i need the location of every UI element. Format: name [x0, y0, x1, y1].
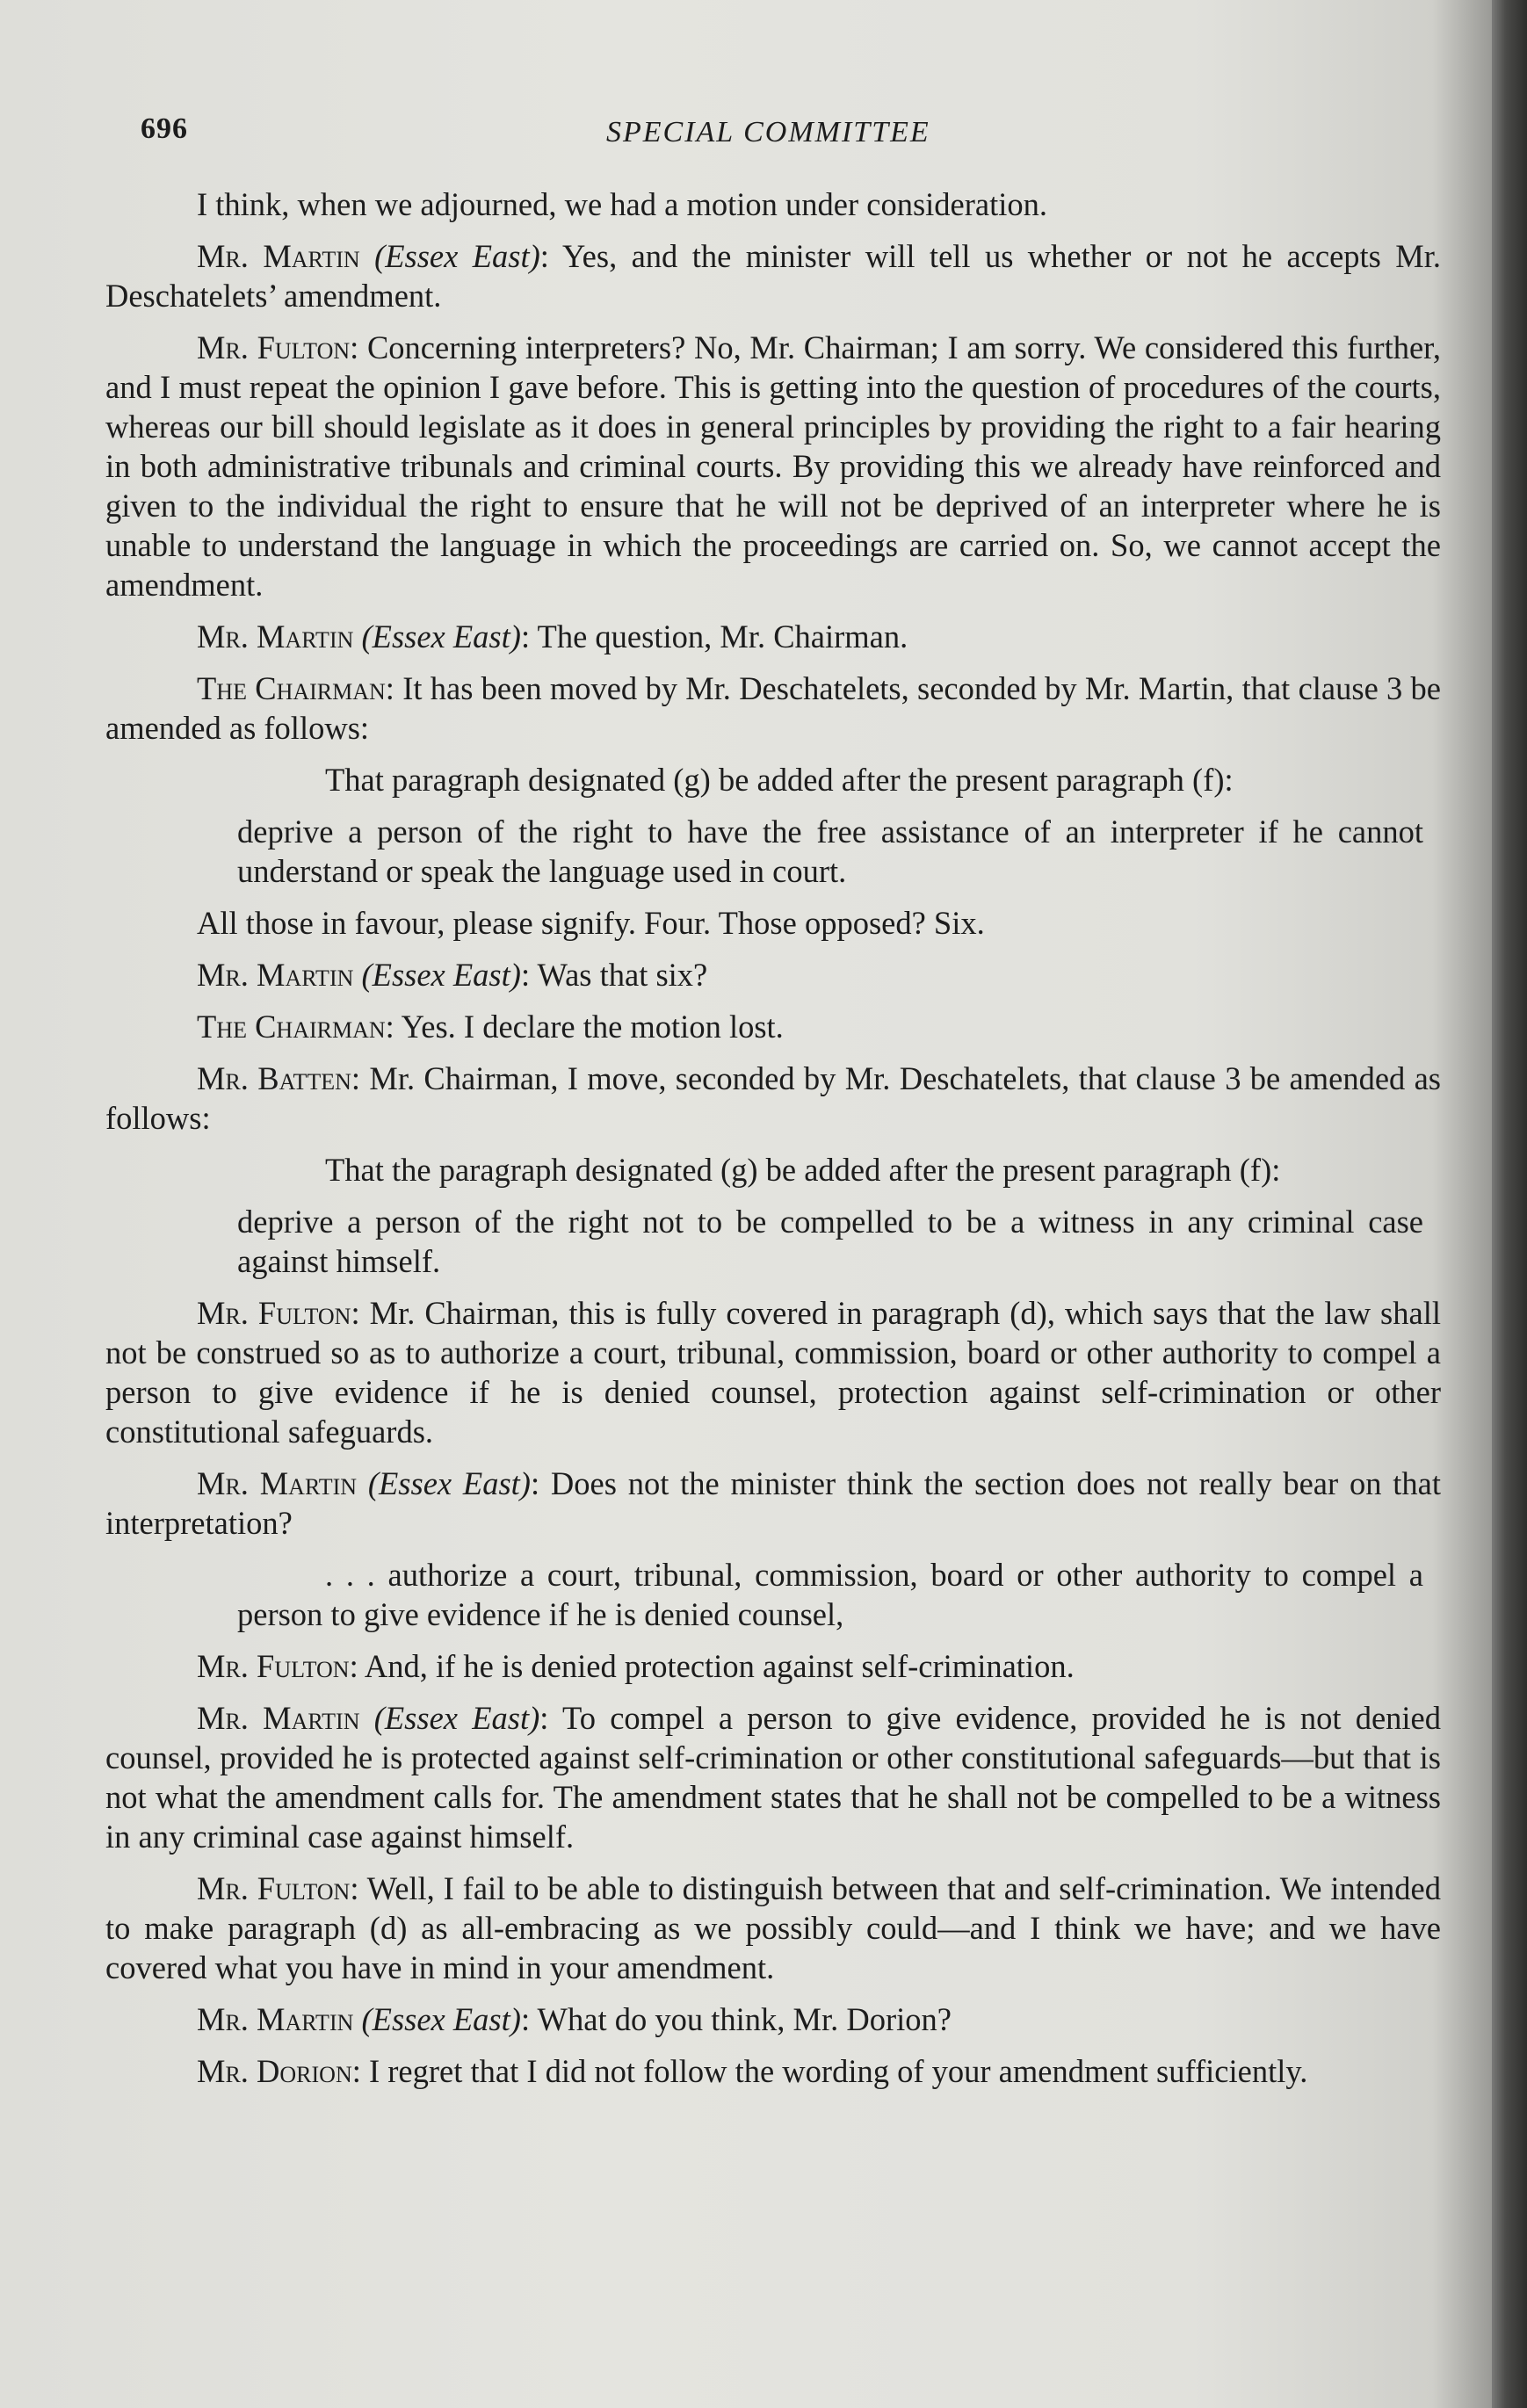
speaker-name: Mr. Martin: [197, 618, 354, 654]
speaker-paragraph: [105, 1869, 1441, 1987]
paragraph-text: : What do you think, Mr. Dorion?: [520, 2001, 952, 2037]
speaker-paragraph: [105, 1293, 1441, 1451]
speaker-riding: (Essex East): [361, 618, 521, 654]
speaker-paragraph: [105, 328, 1441, 604]
paragraph-text: : The question, Mr. Chairman.: [520, 618, 908, 654]
paragraph-text: : Does not the minister think the section does not really bear on that interpretation?: [105, 1465, 1441, 1541]
speaker-name: Mr. Dorion: [197, 2053, 352, 2089]
quoted-amendment-text: [237, 812, 1423, 891]
paragraph-text: : Mr. Chairman, this is fully covered in paragraph (d), which says that the law shall not be construed so as to authorize a court, tribunal, commission, board or other authority to compel a person to give evidence if he is denied counsel, protection against self-crimination or other constitutional safeguards.: [105, 1295, 1441, 1450]
speaker-paragraph: [105, 955, 1441, 994]
paragraph-text: : And, if he is denied protection against self-crimination.: [349, 1648, 1075, 1684]
speaker-name: Mr. Batten: [197, 1060, 351, 1096]
speaker-name: Mr. Martin: [197, 957, 354, 993]
speaker-paragraph: [105, 1999, 1441, 2039]
speaker-paragraph: [105, 1007, 1441, 1046]
speaker-name: Mr. Fulton: [197, 1295, 351, 1331]
speaker-name: Mr. Fulton: [197, 1648, 350, 1684]
quoted-amendment-text: [237, 1202, 1423, 1281]
running-head: SPECIAL COMMITTEE: [606, 116, 930, 148]
speaker-paragraph: [105, 1646, 1441, 1686]
quoted-motion-text: [237, 760, 1423, 799]
speaker-paragraph: [105, 1059, 1441, 1138]
speaker-name: Mr. Martin: [197, 1465, 358, 1501]
paragraph-text: deprive a person of the right to have the free assistance of an interpreter if he cannot understand or speak the language used in court.: [237, 814, 1423, 889]
transcript-body: [105, 184, 1441, 2103]
speaker-paragraph: [105, 669, 1441, 748]
speaker-riding: (Essex East): [367, 1465, 531, 1501]
paragraph-text: : Concerning interpreters? No, Mr. Chairman; I am sorry. We considered this further, and I must repeat the opinion I gave before. This is getting into the question of procedures of the courts, whereas our bill should legislate as it does in general principles by providing the right to a fair hearing in both administrative tribunals and criminal courts. By providing this we already have reinforced and given to the individual the right to ensure that he will not be deprived of an interpreter where he is unable to understand the language in which the proceedings are carried on. So, we cannot accept the amendment.: [105, 329, 1441, 603]
paragraph-text: All those in favour, please signify. Four. Those opposed? Six.: [197, 905, 985, 941]
speaker-paragraph: [105, 1698, 1441, 1856]
speaker-name: Mr. Martin: [197, 1700, 360, 1736]
paragraph-text: : Yes, and the minister will tell us whether or not he accepts Mr. Deschatelets’ amendment.: [105, 238, 1442, 314]
page-header: [141, 112, 1423, 156]
paragraph-text: : It has been moved by Mr. Deschatelets, seconded by Mr. Martin, that clause 3 be amended as follows:: [105, 670, 1441, 746]
speaker-riding: (Essex East): [361, 957, 521, 993]
speaker-name: The Chairman: [197, 670, 386, 706]
speaker-riding: (Essex East): [374, 238, 540, 274]
paragraph-text: I think, when we adjourned, we had a motion under consideration.: [197, 186, 1047, 222]
paragraph-text: : I regret that I did not follow the wording of your amendment sufficiently.: [351, 2053, 1308, 2089]
speaker-name: Mr. Martin: [197, 2001, 354, 2037]
speaker-paragraph: [105, 236, 1441, 315]
speaker-paragraph: [105, 617, 1441, 656]
quoted-motion-text: [237, 1555, 1423, 1634]
paragraph-text: : Yes. I declare the motion lost.: [385, 1009, 784, 1045]
paragraph-text: That the paragraph designated (g) be added after the present paragraph (f):: [325, 1152, 1281, 1188]
speaker-name: The Chairman: [197, 1009, 386, 1045]
paragraph-text: : Was that six?: [520, 957, 708, 993]
speaker-name: Mr. Fulton: [197, 1870, 351, 1906]
paragraph-text: : To compel a person to give evidence, provided he is not denied counsel, provided he is protected against self-crimination or other constitutional safeguards—but that is not what the amendment calls for. The amendment states that he shall not be compelled to be a witness in any criminal case against himself.: [105, 1700, 1441, 1855]
paragraph-text: . . . authorize a court, tribunal, commission, board or other authority to compel a person to give evidence if he is denied counsel,: [237, 1557, 1423, 1632]
continuation-paragraph: [105, 184, 1441, 224]
speaker-name: Mr. Fulton: [197, 329, 351, 365]
paragraph-text: : Mr. Chairman, I move, seconded by Mr. Deschatelets, that clause 3 be amended as follows:: [105, 1060, 1441, 1136]
speaker-name: Mr. Martin: [197, 238, 360, 274]
paragraph-text: deprive a person of the right not to be compelled to be a witness in any criminal case against himself.: [237, 1204, 1423, 1279]
speaker-riding: (Essex East): [373, 1700, 540, 1736]
paragraph-text: : Well, I fail to be able to distinguish between that and self-crimination. We intended to make paragraph (d) as all-embracing as we possibly could—and I think we have; and we have covered what you have in mind in your amendment.: [105, 1870, 1441, 1985]
speaker-riding: (Essex East): [361, 2001, 521, 2037]
continuation-paragraph: [105, 903, 1441, 943]
speaker-paragraph: [105, 2051, 1441, 2091]
speaker-paragraph: [105, 1464, 1441, 1543]
page-number: 696: [141, 112, 188, 145]
book-spine-shadow: [1492, 0, 1527, 2408]
paragraph-text: That paragraph designated (g) be added after the present paragraph (f):: [325, 762, 1234, 798]
quoted-motion-text: [237, 1150, 1423, 1190]
